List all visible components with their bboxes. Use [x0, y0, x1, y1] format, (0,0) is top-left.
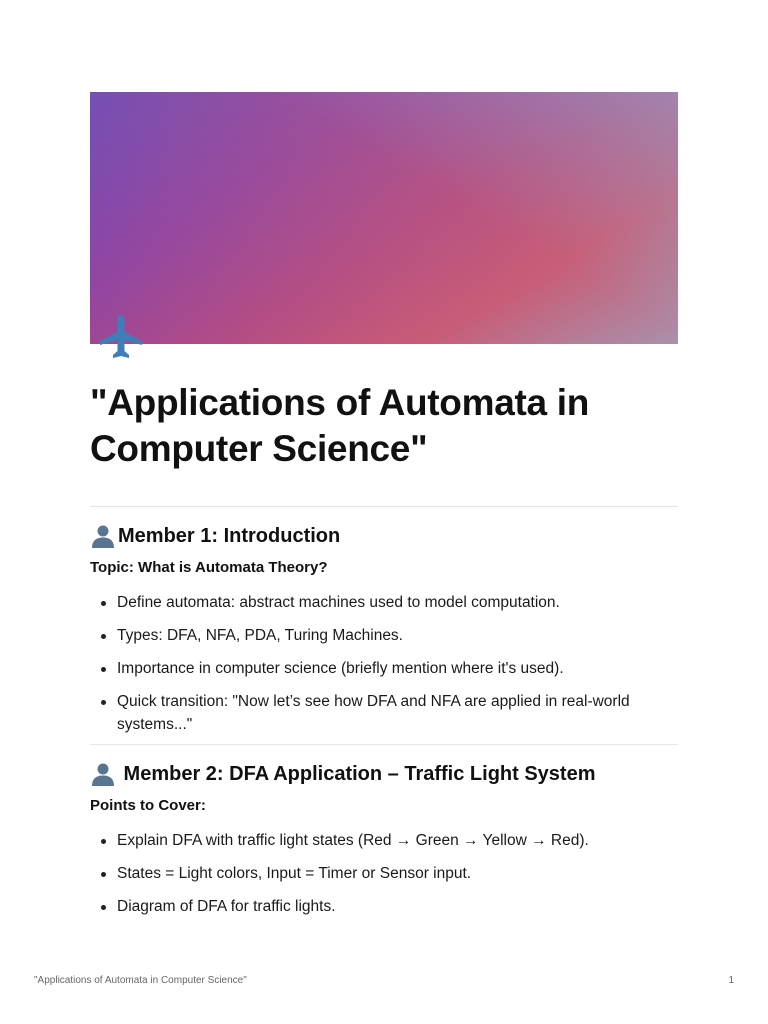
list-item: States = Light colors, Input = Timer or Sensor input. — [90, 862, 670, 885]
section-heading-text: Member 2: DFA Application – Traffic Light System — [118, 762, 596, 785]
cover-image — [90, 92, 678, 344]
page-title: "Applications of Automata in Computer Science" — [90, 382, 590, 469]
list-item: Define automata: abstract machines used to model computation. — [90, 591, 670, 614]
section-label: Topic: What is Automata Theory? — [90, 559, 328, 576]
list-item: Importance in computer science (briefly mention where it's used). — [90, 657, 670, 680]
person-icon — [90, 524, 116, 548]
footer-page-number: 1 — [728, 975, 734, 986]
section-label: Points to Cover: — [90, 797, 206, 814]
divider — [90, 744, 678, 745]
divider — [90, 506, 678, 507]
list-item: Quick transition: "Now let’s see how DFA and NFA are applied in real-world systems..." — [90, 690, 670, 736]
list-item: Types: DFA, NFA, PDA, Turing Machines. — [90, 624, 670, 647]
list-item: Diagram of DFA for traffic lights. — [90, 895, 670, 918]
footer-document-title: "Applications of Automata in Computer Science" — [34, 975, 247, 986]
person-icon — [90, 762, 116, 786]
section-heading-member-2 — [90, 762, 596, 786]
bullet-list-member-1 — [90, 591, 670, 746]
bullet-list-member-2 — [90, 829, 670, 928]
section-heading-text: Member 1: Introduction — [118, 524, 341, 547]
airplane-icon — [96, 312, 146, 362]
section-heading-member-1 — [90, 524, 340, 548]
list-item: Explain DFA with traffic light states (Red → Green → Yellow → Red). — [90, 829, 670, 852]
